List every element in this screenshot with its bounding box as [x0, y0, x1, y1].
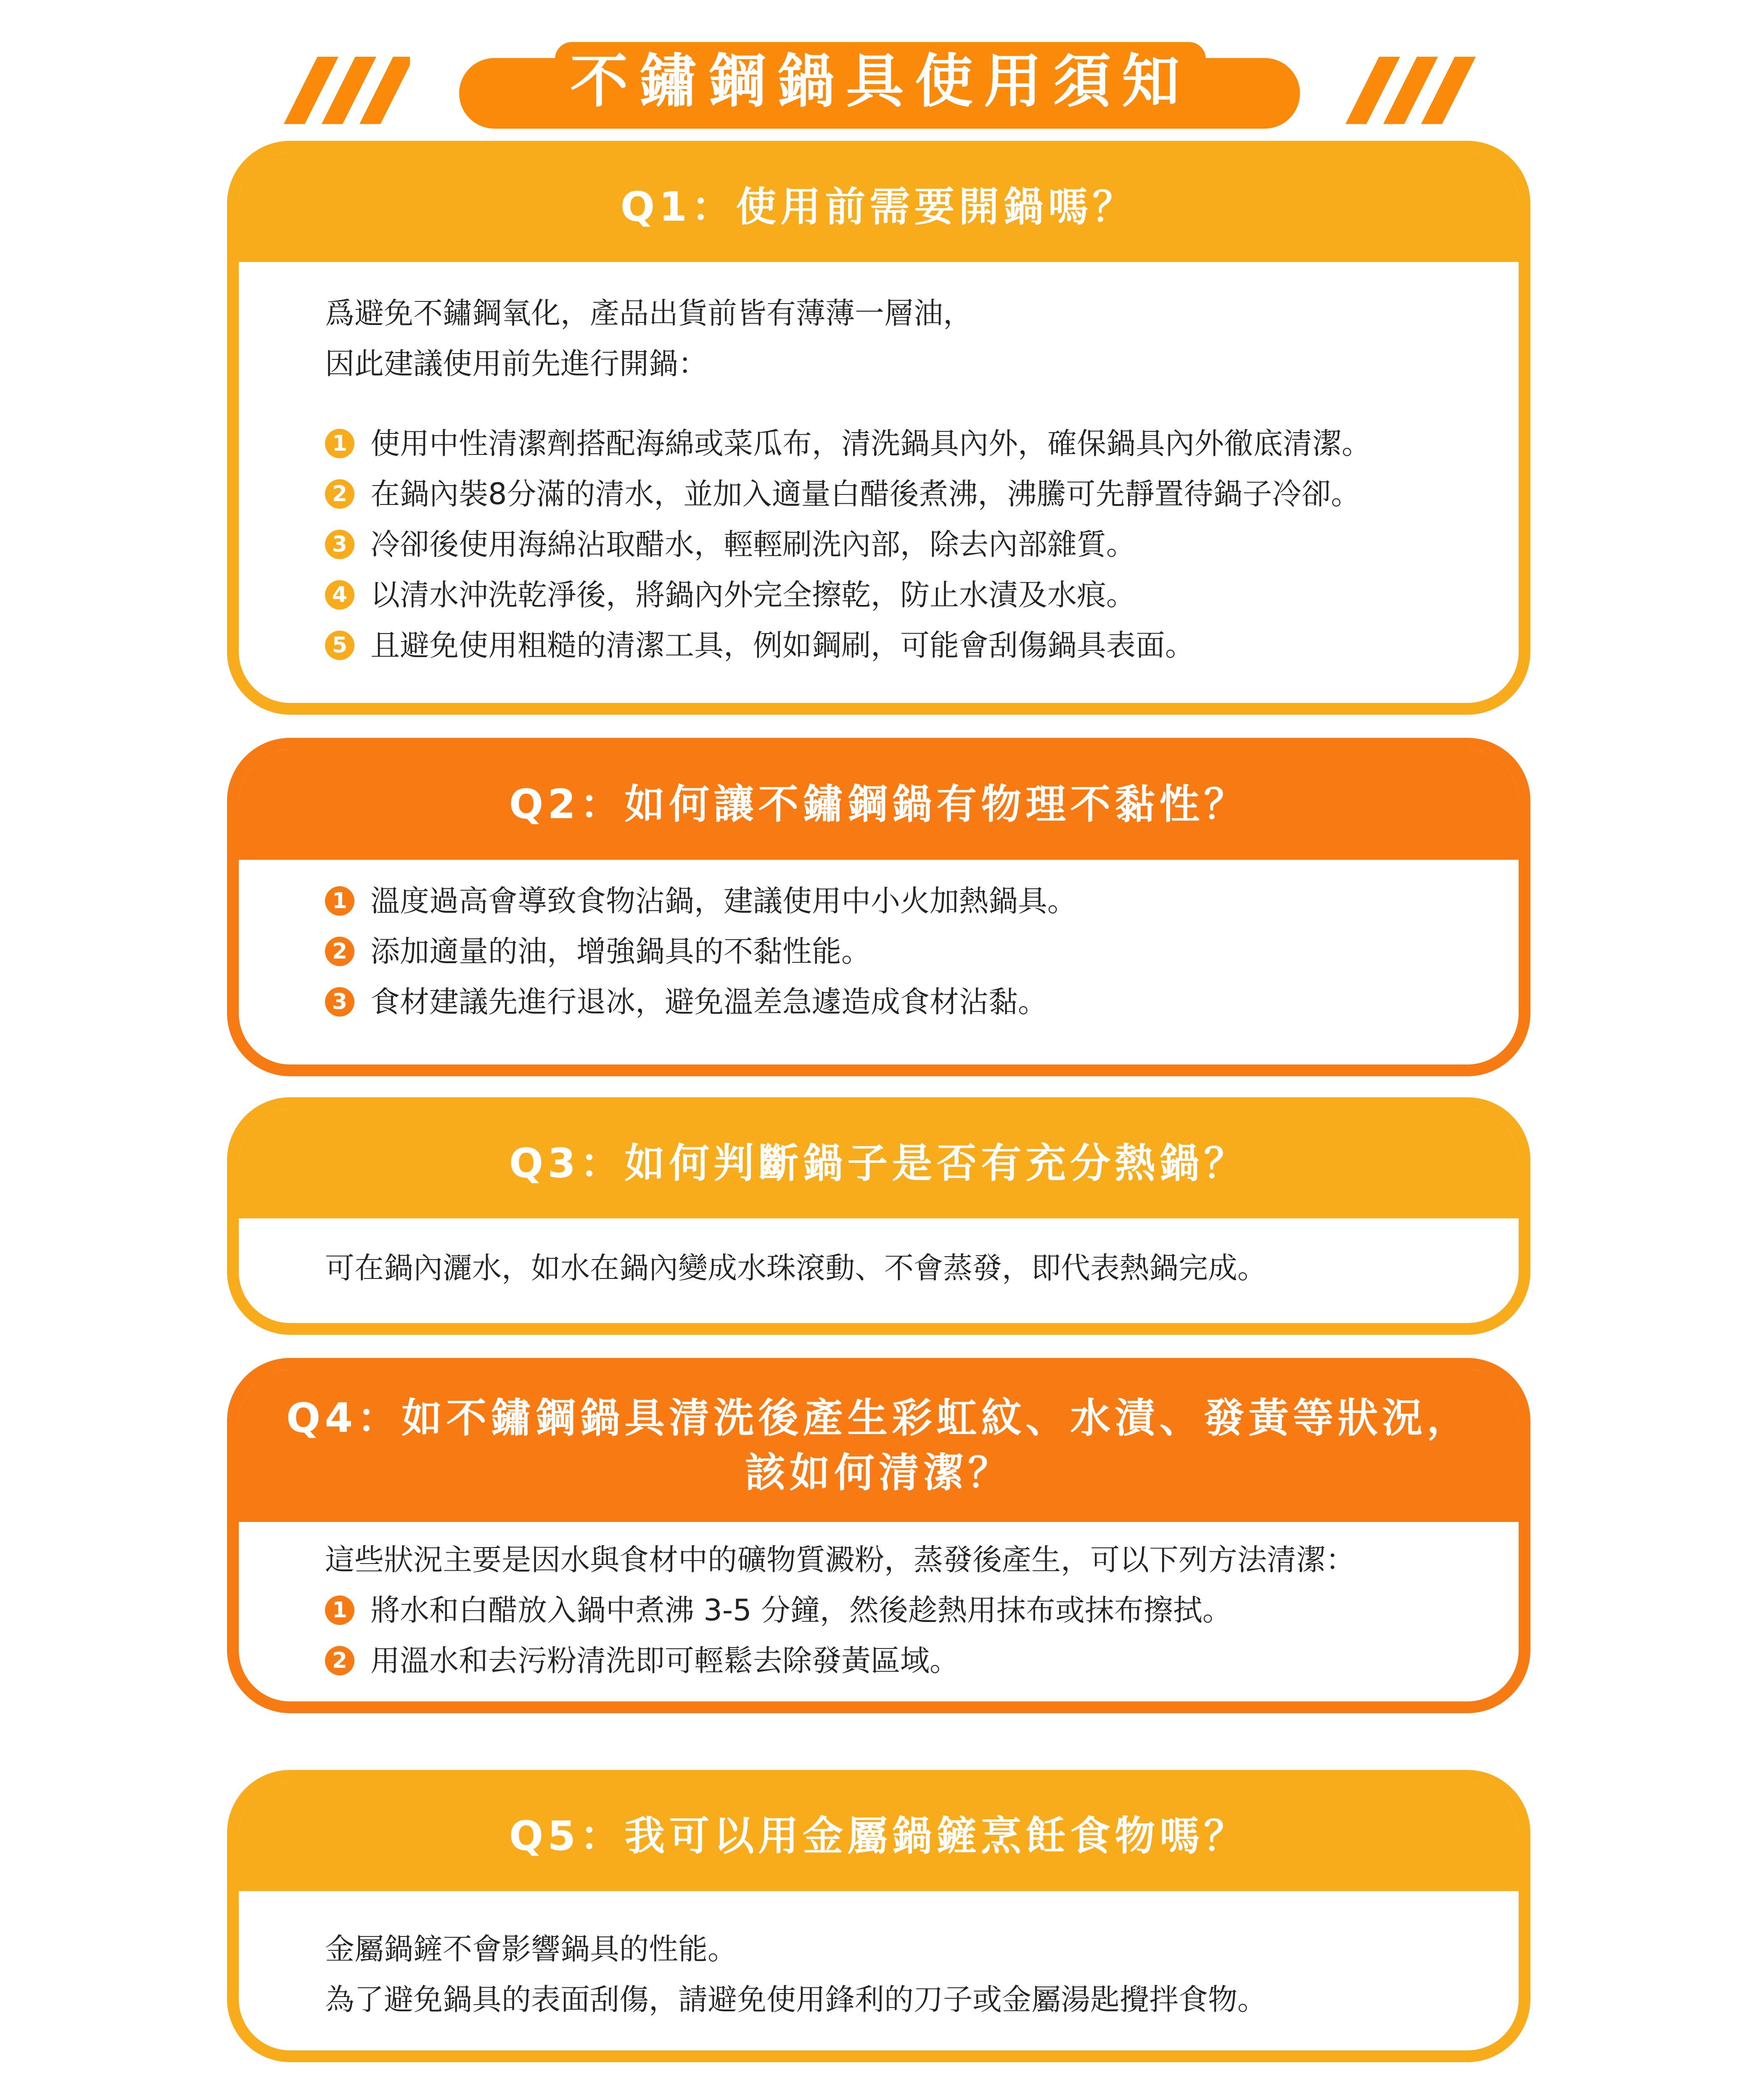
decorative-slashes-right [1345, 57, 1497, 124]
answer-line: 為了避免鍋具的表面刮傷，請避免使用鋒利的刀子或金屬湯匙攪拌食物。 [325, 1982, 1267, 2017]
list-item [325, 620, 1468, 671]
list-item-text: 以清水沖洗乾淨後，將鍋內外完全擦乾，防止水漬及水痕。 [370, 578, 1136, 612]
faq-card-q3 [227, 1097, 1530, 1335]
question-title-line: Q4：如不鏽鋼鍋具清洗後產生彩虹紋、水漬、發黃等狀況， [286, 1395, 1472, 1442]
list-item-text: 溫度過高會導致食物沾鍋，建議使用中小火加熱鍋具。 [370, 884, 1077, 918]
answer-body [325, 288, 1468, 671]
answer-line: 爲避免不鏽鋼氧化，產品出貨前皆有薄薄一層油， [325, 296, 972, 330]
step-number-badge: 4 [325, 580, 354, 610]
step-number-badge: 3 [325, 530, 354, 559]
answer-line: 可在鍋內灑水，如水在鍋內變成水珠滾動、不會蒸發，即代表熱鍋完成。 [325, 1251, 1267, 1285]
faq-card-q2-header [239, 750, 1519, 860]
faq-card-q3-header [239, 1109, 1519, 1218]
faq-card-q4-header [239, 1370, 1519, 1522]
title-banner [555, 42, 1206, 115]
list-item [325, 977, 1468, 1027]
list-item-text: 在鍋內裝8分滿的清水，並加入適量白醋後煮沸，沸騰可先靜置待鍋子冷卻。 [370, 477, 1361, 511]
answer-body [325, 876, 1468, 1027]
step-number-badge: 2 [325, 479, 354, 509]
faq-card-q1-header [239, 153, 1519, 262]
faq-card-q5-header [239, 1782, 1519, 1891]
step-number-badge: 3 [325, 987, 354, 1017]
question-title: Q2：如何讓不鏽鋼鍋有物理不黏性？ [509, 781, 1249, 828]
step-number-badge: 2 [325, 937, 354, 966]
list-item [325, 469, 1468, 519]
faq-card-q1 [227, 141, 1530, 715]
list-item-text: 食材建議先進行退冰，避免溫差急遽造成食材沾黏。 [370, 985, 1047, 1019]
answer-line: 金屬鍋鏟不會影響鍋具的性能。 [325, 1932, 737, 1966]
question-title: Q3：如何判斷鍋子是否有充分熱鍋？ [509, 1140, 1249, 1187]
list-item [325, 926, 1468, 977]
step-number-badge: 2 [325, 1646, 354, 1675]
question-title: Q1：使用前需要開鍋嗎？ [620, 183, 1137, 231]
list-item-text: 用溫水和去污粉清洗即可輕鬆去除發黃區域。 [370, 1643, 959, 1678]
list-item-text: 將水和白醋放入鍋中煮沸 3-5 分鐘，然後趁熱用抹布或抹布擦拭。 [370, 1593, 1232, 1627]
page-title: 不鏽鋼鍋具使用須知 [570, 48, 1191, 115]
step-number-badge: 1 [325, 1595, 354, 1625]
answer-line: 這些狀況主要是因水與食材中的礦物質澱粉，蒸發後產生，可以下列方法清潔： [325, 1543, 1355, 1577]
list-item [325, 519, 1468, 570]
list-item [325, 876, 1468, 926]
list-item-text: 冷卻後使用海綿沾取醋水，輕輕刷洗內部，除去內部雜質。 [370, 527, 1136, 562]
answer-body [325, 1535, 1468, 1686]
step-number-badge: 5 [325, 631, 354, 660]
list-item-text: 使用中性清潔劑搭配海綿或菜瓜布，清洗鍋具內外，確保鍋具內外徹底清潔。 [370, 426, 1371, 461]
answer-body [325, 1243, 1468, 1293]
answer-line: 因此建議使用前先進行開鍋： [325, 346, 708, 381]
faq-card-q5 [227, 1770, 1530, 2062]
list-item [325, 1585, 1468, 1635]
list-item [325, 570, 1468, 620]
list-item-text: 且避免使用粗糙的清潔工具，例如鋼刷，可能會刮傷鍋具表面。 [370, 628, 1194, 663]
spacer [325, 389, 1468, 418]
list-item-text: 添加適量的油，增強鍋具的不黏性能。 [370, 934, 871, 969]
list-item [325, 1635, 1468, 1686]
faq-card-q2 [227, 738, 1530, 1076]
step-number-badge: 1 [325, 886, 354, 916]
question-title-line: 該如何清潔？ [745, 1449, 1012, 1496]
decorative-slashes-left [259, 57, 410, 124]
faq-card-q4 [227, 1358, 1530, 1713]
answer-body [325, 1924, 1468, 2025]
list-item [325, 418, 1468, 469]
question-title: Q5：我可以用金屬鍋鏟烹飪食物嗎？ [509, 1812, 1249, 1860]
step-number-badge: 1 [325, 429, 354, 458]
